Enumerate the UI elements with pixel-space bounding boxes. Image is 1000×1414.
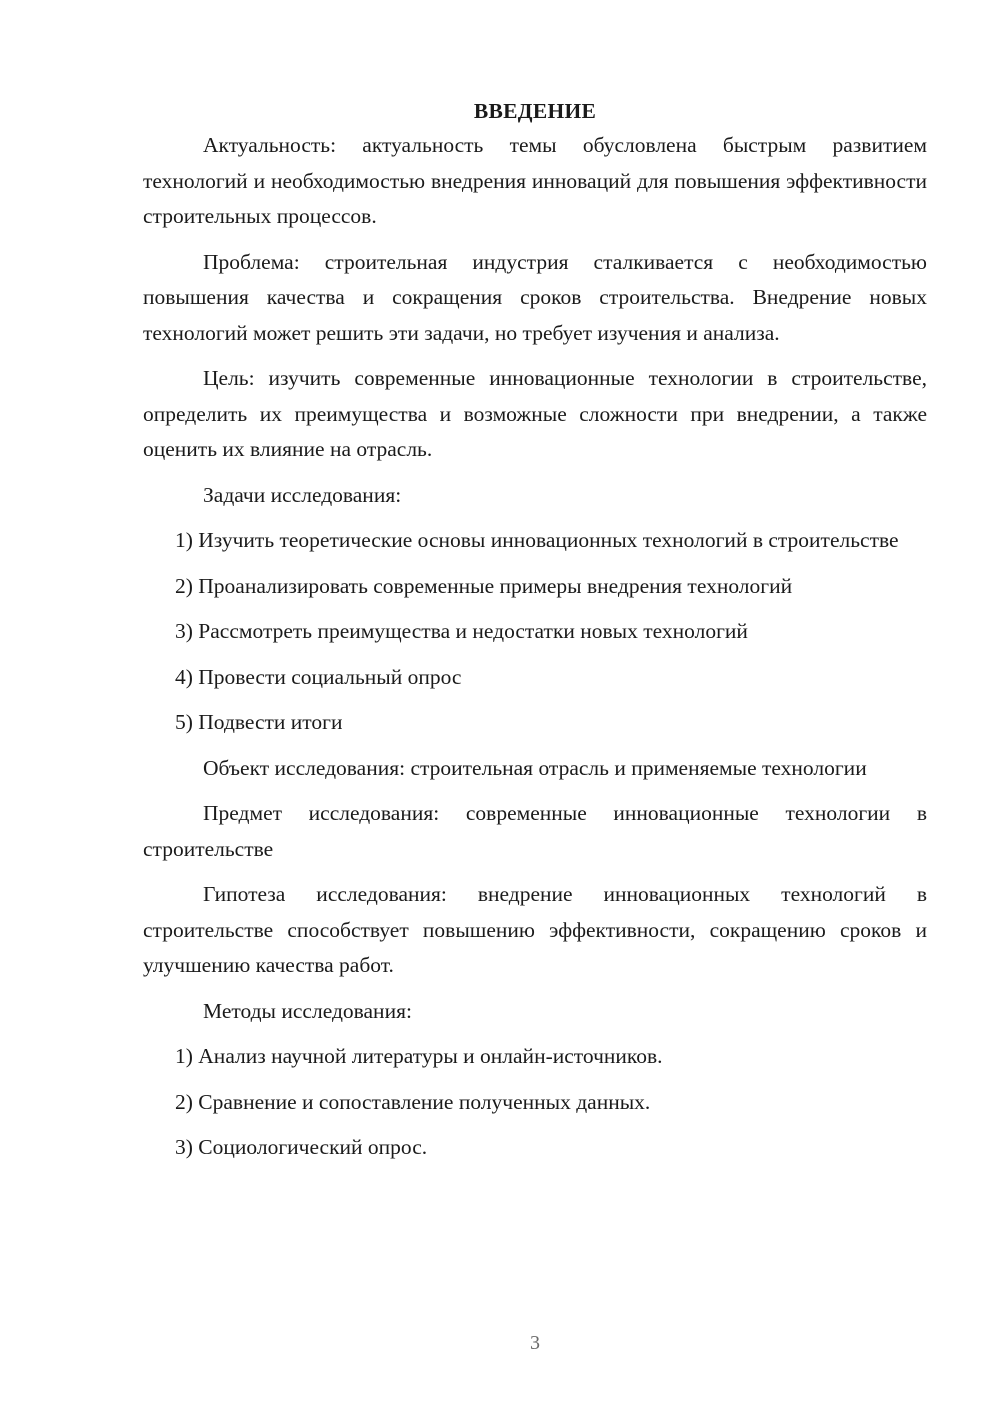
method-item: 2) Сравнение и сопоставление полученных данных. <box>175 1089 651 1114</box>
method-item: 3) Социологический опрос. <box>175 1135 428 1159</box>
task-item: 4) Провести социальный опрос <box>175 664 462 689</box>
paragraph-goal: Цель: изучить современные инновационные технологии в строительстве, определить их преимущества и возможные сложности при внедрении, а также оценить их влияние на отрасль. <box>143 366 927 461</box>
paragraph-subject: Предмет исследования: современные инновационные технологии в строительстве <box>143 801 927 861</box>
task-item: 2) Проанализировать современные примеры внедрения технологий <box>175 573 793 598</box>
paragraph-relevance: Актуальность: актуальность темы обусловлена быстрым развитием технологий и необходимостью внедрения инноваций для повышения эффективности строительных процессов. <box>143 133 927 228</box>
task-item: 3) Рассмотреть преимущества и недостатки новых технологий <box>175 619 748 643</box>
paragraph-problem: Проблема: строительная индустрия сталкивается с необходимостью повышения качества и сокращения сроков строительства. Внедрение новых технологий может решить эти задачи, но требует изучения и анализа. <box>143 249 927 345</box>
paragraph-hypothesis: Гипотеза исследования: внедрение инновационных технологий в строительстве способствует повышению эффективности, сокращению сроков и улучшению качества работ. <box>143 882 927 977</box>
tasks-heading: Задачи исследования: <box>203 482 402 507</box>
document-page <box>143 96 927 1176</box>
task-item: 1) Изучить теоретические основы инновационных технологий в строительстве <box>175 528 899 552</box>
methods-list <box>143 1039 927 1166</box>
methods-heading: Методы исследования: <box>203 998 412 1023</box>
method-item: 1) Анализ научной литературы и онлайн-источников. <box>175 1044 663 1068</box>
tasks-list <box>143 523 927 741</box>
task-item: 5) Подвести итоги <box>175 710 343 734</box>
page-number: 3 <box>530 1332 540 1354</box>
section-title: ВВЕДЕНИЕ <box>473 99 597 123</box>
paragraph-object: Объект исследования: строительная отрасль и применяемые технологии <box>203 755 867 780</box>
